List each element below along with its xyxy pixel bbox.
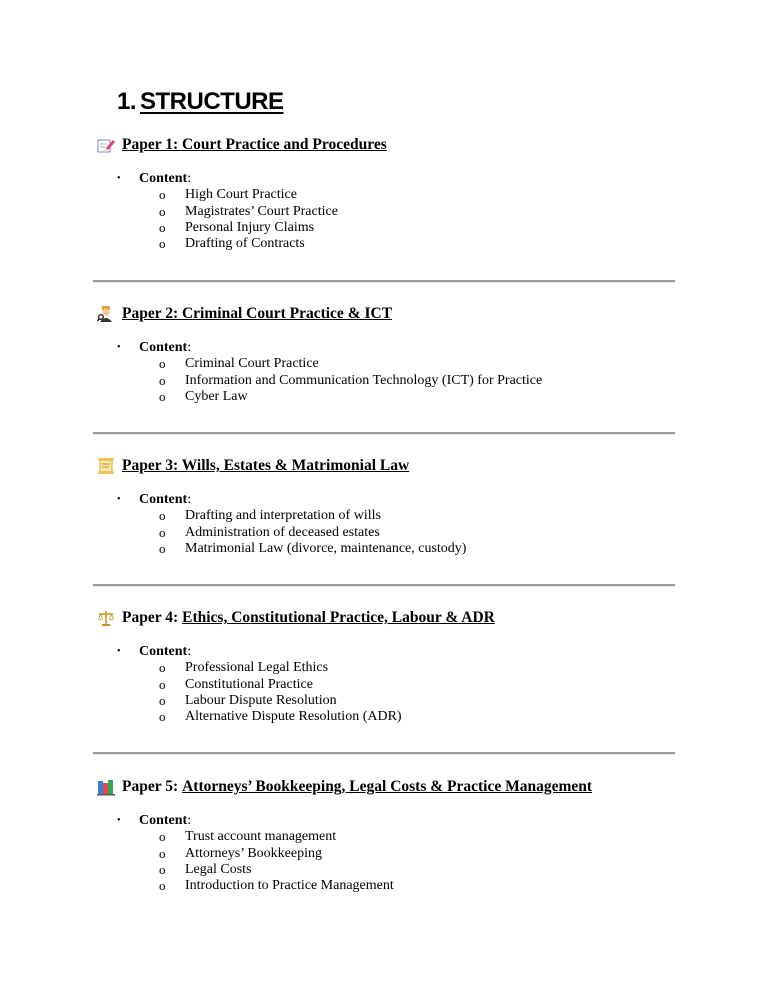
paper-5-heading — [97, 777, 592, 797]
divider — [93, 280, 675, 283]
paper-5-content: • Content: o Trust account management o Attorneys’ Bookkeeping o Legal Costs o Introduction to Practice Management — [117, 813, 394, 894]
bullet: • — [117, 173, 121, 184]
paper-1-title: Paper 1: Court Practice and Procedures — [122, 136, 387, 153]
detective-icon — [97, 305, 115, 323]
list-item: o High Court Practice — [159, 187, 297, 203]
list-item: o Drafting of Contracts — [159, 236, 305, 252]
content-label: Content — [139, 813, 188, 828]
scales-icon — [97, 609, 115, 627]
section-number: 1. — [117, 88, 137, 115]
list-item: o Trust account management — [159, 829, 337, 845]
list-item: o Drafting and interpretation of wills — [159, 508, 381, 524]
list-item: o Professional Legal Ethics — [159, 660, 329, 676]
books-icon — [97, 778, 115, 796]
paper-2-title: Paper 2: Criminal Court Practice & ICT — [122, 305, 393, 322]
list-item: o Information and Communication Technology (ICT) for Practice — [159, 372, 543, 388]
list-item: o Matrimonial Law (divorce, maintenance, custody) — [159, 540, 467, 556]
paper-3-content: • Content: o Drafting and interpretation of wills o Administration of deceased estates o Matrimonial Law (divorce, maintenance, custody) — [117, 492, 467, 556]
paper-4-heading — [97, 608, 495, 628]
divider — [93, 432, 675, 435]
paper-3-heading — [97, 456, 409, 476]
divider — [93, 752, 675, 755]
divider — [93, 584, 675, 587]
paper-3-title: Paper 3: Wills, Estates & Matrimonial Law — [122, 457, 410, 474]
content-label: Content — [139, 171, 188, 186]
section-title: STRUCTURE — [140, 88, 284, 115]
pencil-note-icon — [97, 136, 115, 154]
paper-4-title: Ethics, Constitutional Practice, Labour & ADR — [182, 609, 495, 626]
list-item: o Administration of deceased estates — [159, 524, 380, 540]
scroll-icon — [97, 457, 115, 475]
paper-2-content: • Content: o Criminal Court Practice o Information and Communication Technology (ICT) for Practice o Cyber Law — [117, 340, 543, 404]
list-item: o Labour Dispute Resolution — [159, 692, 337, 708]
paper-4-content: • Content: o Professional Legal Ethics o Constitutional Practice o Labour Dispute Resolution o Alternative Dispute Resolution (ADR) — [117, 644, 402, 725]
paper-2-heading — [97, 304, 392, 324]
list-item: o Legal Costs — [159, 861, 252, 877]
paper-5-title: Attorneys’ Bookkeeping, Legal Costs & Practice Management — [182, 778, 593, 795]
list-item: o Magistrates’ Court Practice — [159, 203, 338, 219]
bullet: • — [117, 494, 121, 505]
paper-4-label: Paper 4: — [122, 609, 179, 626]
bullet: • — [117, 646, 121, 657]
content-label: Content — [139, 644, 188, 659]
list-item: o Criminal Court Practice — [159, 356, 319, 372]
list-item: o Personal Injury Claims — [159, 219, 315, 235]
paper-1-heading — [97, 135, 387, 155]
paper-1-content: • Content: o High Court Practice o Magistrates’ Court Practice o Personal Injury Claims o Drafting of Contracts — [117, 171, 338, 252]
list-item: o Introduction to Practice Management — [159, 878, 394, 894]
page-title — [117, 87, 284, 117]
content-label: Content — [139, 492, 188, 507]
content-label: Content — [139, 340, 188, 355]
bullet: • — [117, 342, 121, 353]
list-item: o Cyber Law — [159, 388, 248, 404]
paper-5-label: Paper 5: — [122, 778, 179, 795]
bullet: • — [117, 815, 121, 826]
list-item: o Alternative Dispute Resolution (ADR) — [159, 709, 402, 725]
list-item: o Constitutional Practice — [159, 676, 313, 692]
list-item: o Attorneys’ Bookkeeping — [159, 845, 322, 861]
